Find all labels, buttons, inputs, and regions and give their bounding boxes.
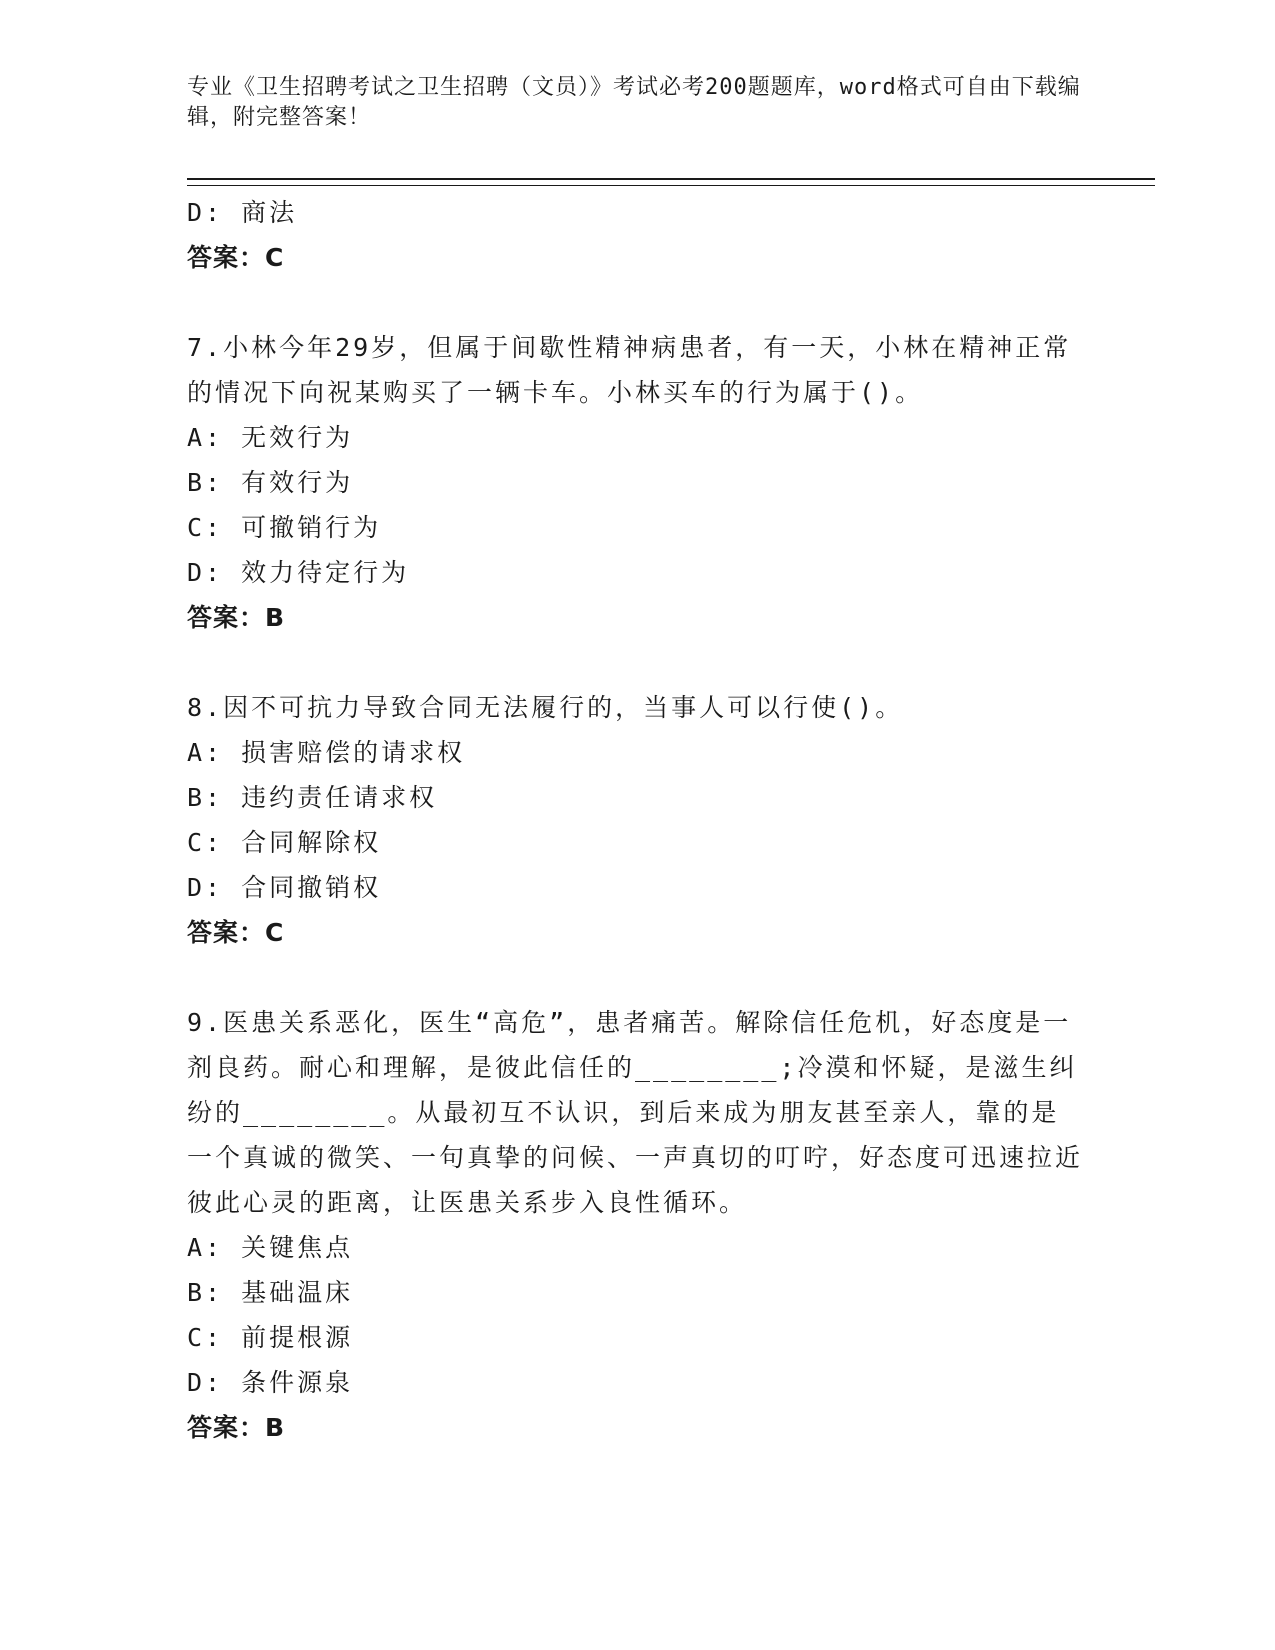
option-d: D: 商法 <box>187 198 298 227</box>
option-a: A: 关键焦点 <box>187 1233 354 1262</box>
question-8 <box>187 685 1087 955</box>
option-c: C: 可撤销行为 <box>187 513 382 542</box>
option-d: D: 效力待定行为 <box>187 558 410 587</box>
option-c: C: 前提根源 <box>187 1323 354 1352</box>
question-7 <box>187 325 1087 640</box>
question-text: 8.因不可抗力导致合同无法履行的，当事人可以行使()。 <box>187 693 904 722</box>
spacer <box>187 280 1087 325</box>
question-9 <box>187 1000 1087 1450</box>
option-a: A: 无效行为 <box>187 423 354 452</box>
option-c: C: 合同解除权 <box>187 828 382 857</box>
answer-line: 答案：B <box>187 603 286 632</box>
option-b: B: 违约责任请求权 <box>187 783 438 812</box>
answer-line: 答案：B <box>187 1413 286 1442</box>
question-text: 9.医患关系恶化，医生“高危”，患者痛苦。解除信任危机，好态度是一剂良药。耐心和理解，是彼此信任的________;冷漠和怀疑，是滋生纠纷的________。从最初互不认识，到后来成为朋友甚至亲人，靠的是一个真诚的微笑、一句真挚的问候、一声真切的叮咛，好态度可迅速拉近彼此心灵的距离，让医患关系步入良性循环。 <box>187 1008 1084 1217</box>
answer-line: 答案：C <box>187 243 285 272</box>
spacer <box>187 955 1087 1000</box>
option-d: D: 合同撤销权 <box>187 873 382 902</box>
header-divider <box>187 178 1155 186</box>
option-d: D: 条件源泉 <box>187 1368 354 1397</box>
spacer <box>187 640 1087 685</box>
question-text: 7.小林今年29岁，但属于间歇性精神病患者，有一天，小林在精神正常的情况下向祝某购买了一辆卡车。小林买车的行为属于()。 <box>187 333 1072 407</box>
option-b: B: 基础温床 <box>187 1278 354 1307</box>
document-header: 专业《卫生招聘考试之卫生招聘（文员）》考试必考200题题库，word格式可自由下载编辑，附完整答案！ <box>187 75 1081 130</box>
answer-line: 答案：C <box>187 918 285 947</box>
option-a: A: 损害赔偿的请求权 <box>187 738 466 767</box>
question-list <box>187 190 1087 1450</box>
option-b: B: 有效行为 <box>187 468 354 497</box>
